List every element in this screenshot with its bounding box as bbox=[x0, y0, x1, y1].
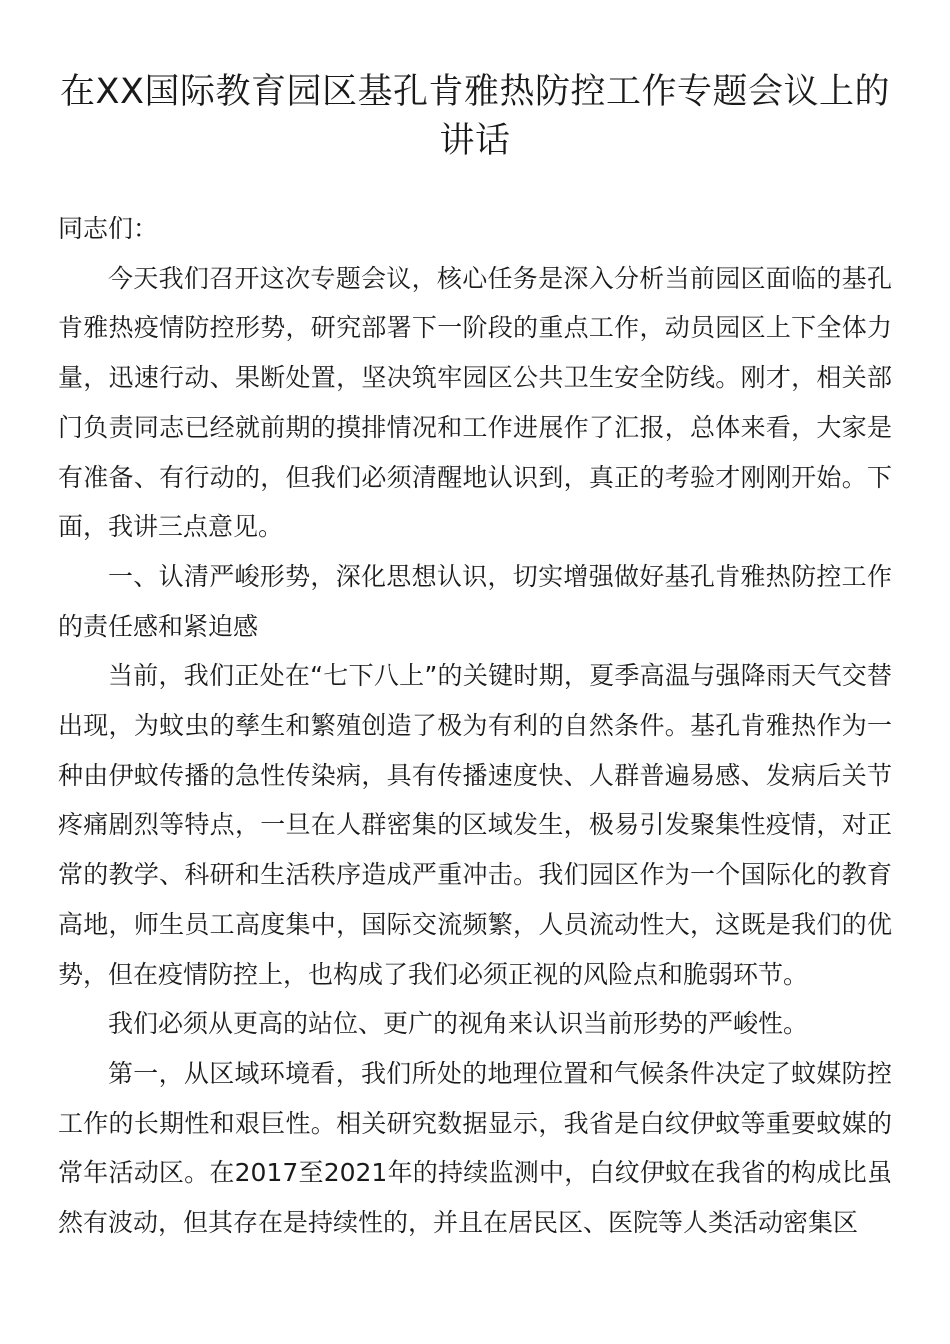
section-heading-1: 一、认清严峻形势，深化思想认识，切实增强做好基孔肯雅热防控工作的责任感和紧迫感 bbox=[58, 561, 892, 641]
paragraph-perspective: 我们必须从更高的站位、更广的视角来认识当前形势的严峻性。 bbox=[108, 1009, 809, 1039]
paragraph-intro: 今天我们召开这次专题会议，核心任务是深入分析当前园区面临的基孔肯雅热疫情防控形势，研究部署下一阶段的重点工作，动员园区上下全体力量，迅速行动、果断处置，坚决筑牢园区公共卫生安全防线。刚才，相关部门负责同志已经就前期的摸排情况和工作进展作了汇报，总体来看，大家是有准备、有行动的，但我们必须清醒地认识到，真正的考验才刚刚开始。下面，我讲三点意见。 bbox=[58, 263, 892, 542]
paragraph-situation: 当前，我们正处在“七下八上”的关键时期，夏季高温与强降雨天气交替出现，为蚊虫的孳生和繁殖创造了极为有利的自然条件。基孔肯雅热作为一种由伊蚊传播的急性传染病，具有传播速度快、人群普遍易感、发病后关节疼痛剧烈等特点，一旦在人群密集的区域发生，极易引发聚集性疫情，对正常的教学、科研和生活秩序造成严重冲击。我们园区作为一个国际化的教育高地，师生员工高度集中，国际交流频繁，人员流动性大，这既是我们的优势，但在疫情防控上，也构成了我们必须正视的风险点和脆弱环节。 bbox=[58, 661, 892, 989]
document-body bbox=[58, 204, 892, 1248]
paragraph-first-point: 第一，从区域环境看，我们所处的地理位置和气候条件决定了蚊媒防控工作的长期性和艰巨性。相关研究数据显示，我省是白纹伊蚊等重要蚊媒的常年活动区。在2017至2021年的持续监测中，白纹伊蚊在我省的构成比虽然有波动，但其存在是持续性的，并且在居民区、医院等人类活动密集区 bbox=[58, 1058, 892, 1238]
salutation: 同志们： bbox=[58, 214, 159, 243]
document-title: 在XX国际教育园区基孔肯雅热防控工作专题会议上的讲话 bbox=[60, 72, 890, 161]
